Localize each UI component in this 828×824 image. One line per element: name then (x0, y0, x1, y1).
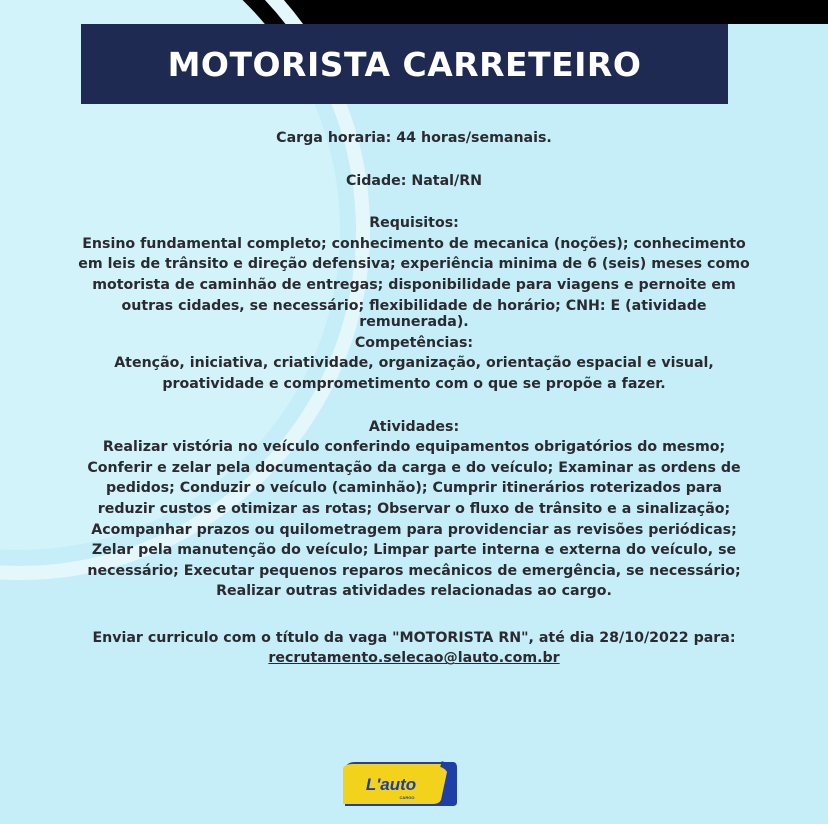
competencias-heading: Competências: (354, 334, 474, 351)
atividades-line: Zelar pela manutenção do veículo; Limpar parte interna e externa do veículo, se (91, 542, 737, 559)
atividades-heading: Atividades: (368, 418, 460, 435)
lauto-logo (341, 758, 461, 808)
title-banner (81, 24, 728, 104)
atividades-line: Realizar outras atividades relacionadas ao cargo. (216, 583, 612, 600)
atividades-line: Realizar vistória no veículo conferindo equipamentos obrigatórios do mesmo; (102, 439, 726, 456)
cidade: Cidade: Natal/RN (345, 172, 483, 189)
logo-subtext: CARGO (399, 795, 415, 800)
requisitos-line: em leis de trânsito e direção defensiva; experiência minima de 6 (seis) meses como (78, 256, 750, 273)
requisitos-heading: Requisitos: (369, 215, 459, 232)
email-link[interactable]: recrutamento.selecao@lauto.com.br (268, 650, 560, 667)
atividades-line: Acompanhar prazos ou quilometragem para providenciar as revisões periódicas; (91, 521, 737, 538)
logo-text: L'auto (365, 775, 417, 794)
requisitos-line: Ensino fundamental completo; conhecimento de mecanica (noções); conhecimento (82, 235, 746, 252)
envio-instruction: Enviar curriculo com o título da vaga "MOTORISTA RN", até dia 28/10/2022 para: (92, 629, 736, 646)
page-title: MOTORISTA CARRETEIRO (167, 44, 642, 84)
requisitos-line: outras cidades, se necessário; flexibilidade de horário; CNH: E (atividade (121, 297, 707, 314)
requisitos-line: motorista de caminhão de entregas; disponibilidade para viagens e pernoite em (92, 276, 736, 293)
competencias-line: proatividade e comprometimento com o que se propõe a fazer. (162, 375, 666, 392)
competencias-line: Atenção, iniciativa, criatividade, organização, orientação espacial e visual, (114, 355, 714, 372)
atividades-line: reduzir custos e otimizar as rotas; Observar o fluxo de trânsito e a sinalização; (97, 500, 731, 517)
requisitos-line: remunerada). (359, 314, 469, 331)
carga-horaria: Carga horaria: 44 horas/semanais. (276, 130, 552, 146)
atividades-line: pedidos; Conduzir o veículo (caminhão); Cumprir itinerários roterizados para (105, 480, 722, 497)
atividades-line: Conferir e zelar pela documentação da carga e do veículo; Examinar as ordens de (87, 459, 741, 476)
atividades-line: necessário; Executar pequenos reparos mecânicos de emergência, se necessário; (87, 562, 741, 579)
job-description (20, 128, 808, 669)
